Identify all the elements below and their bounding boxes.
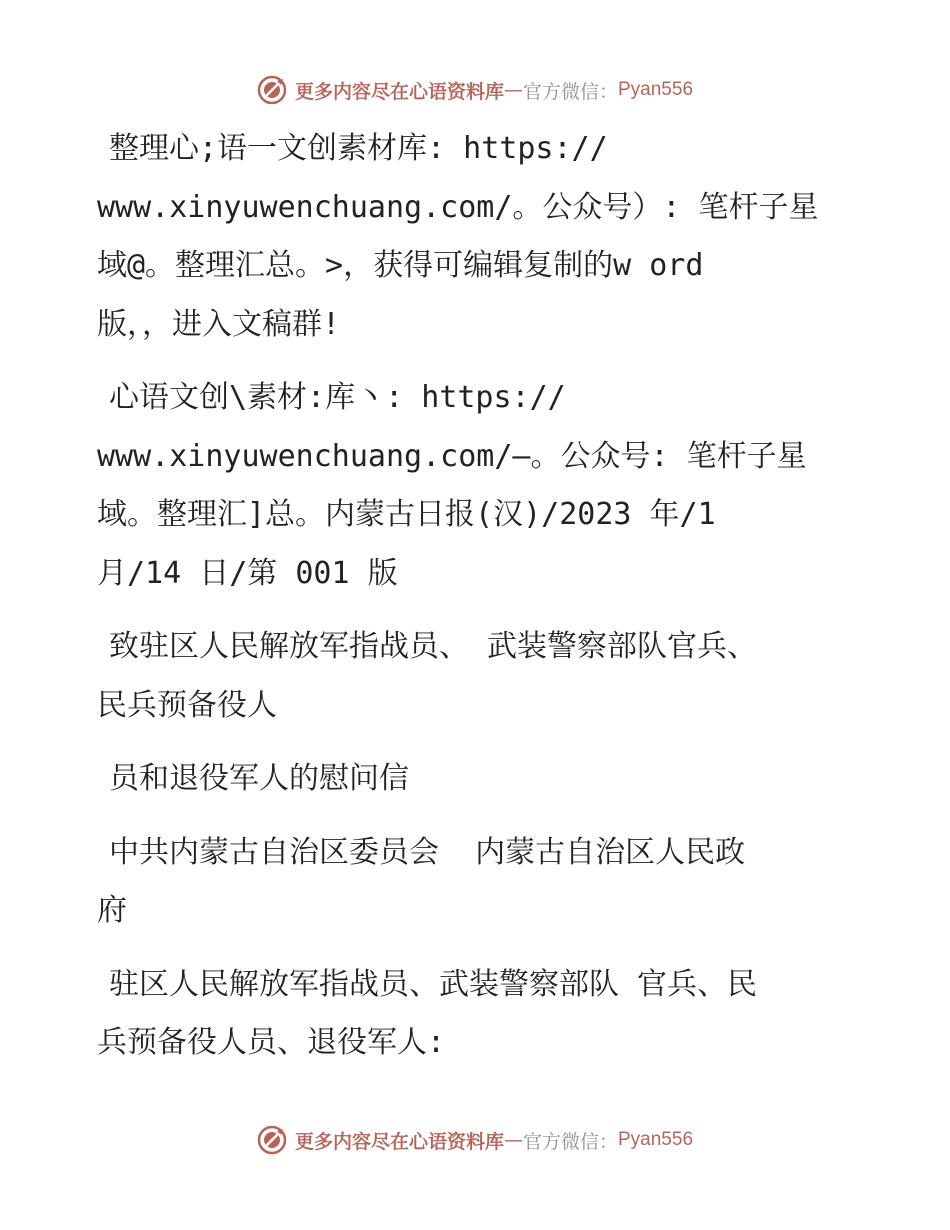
text-line: 府	[97, 893, 127, 928]
paragraph	[97, 120, 857, 354]
watermark-text: 更多内容尽在心语资料库	[294, 1130, 504, 1153]
watermark-banner-bottom	[0, 1120, 950, 1160]
watermark-text: 更多内容尽在心语资料库	[294, 80, 504, 103]
text-line: 整理心;语一文创素材库: https://	[109, 131, 608, 166]
text-line: 版，，进入文稿群!	[97, 306, 341, 342]
watermark-official: 官方微信：	[522, 1130, 618, 1153]
text-line: 域@。整理汇总。>，获得可编辑复制的w ord	[97, 248, 704, 283]
logo-seal-icon	[257, 1125, 287, 1155]
watermark-contact: Pyan556	[618, 79, 694, 100]
logo-seal-icon	[257, 75, 287, 105]
watermark-official: 官方微信：	[522, 80, 618, 103]
paragraph	[97, 824, 857, 941]
text-line: 驻区人民解放军指战员、武装警察部队 官兵、民	[109, 966, 758, 1002]
text-line: 域。整理汇]总。内蒙古日报(汉)/2023 年/1	[97, 497, 716, 532]
watermark-dash: —	[503, 79, 523, 101]
paragraph	[97, 618, 857, 735]
text-line: 心语文创\素材:库丶: https://	[109, 380, 566, 415]
watermark-banner-top	[0, 70, 950, 110]
watermark-contact: Pyan556	[618, 1129, 694, 1150]
text-line: www.xinyuwenchuang.com/—。公众号: 笔杆子星	[97, 438, 807, 474]
text-line: www.xinyuwenchuang.com/。公众号）: 笔杆子星	[97, 189, 819, 225]
text-line: 致驻区人民解放军指战员、 武装警察部队官兵、	[109, 629, 758, 664]
paragraph	[97, 750, 857, 809]
paragraph	[97, 369, 857, 603]
watermark-dash: —	[503, 1129, 523, 1151]
text-line: 民兵预备役人	[97, 687, 277, 723]
paragraph	[97, 956, 857, 1073]
document-body	[97, 120, 857, 1088]
text-line: 月/14 日/第 001 版	[97, 555, 398, 591]
text-line: 中共内蒙古自治区委员会 内蒙古自治区人民政	[109, 834, 746, 870]
text-line: 员和退役军人的慰问信	[109, 761, 409, 796]
text-line: 兵预备役人员、退役军人:	[97, 1025, 446, 1060]
